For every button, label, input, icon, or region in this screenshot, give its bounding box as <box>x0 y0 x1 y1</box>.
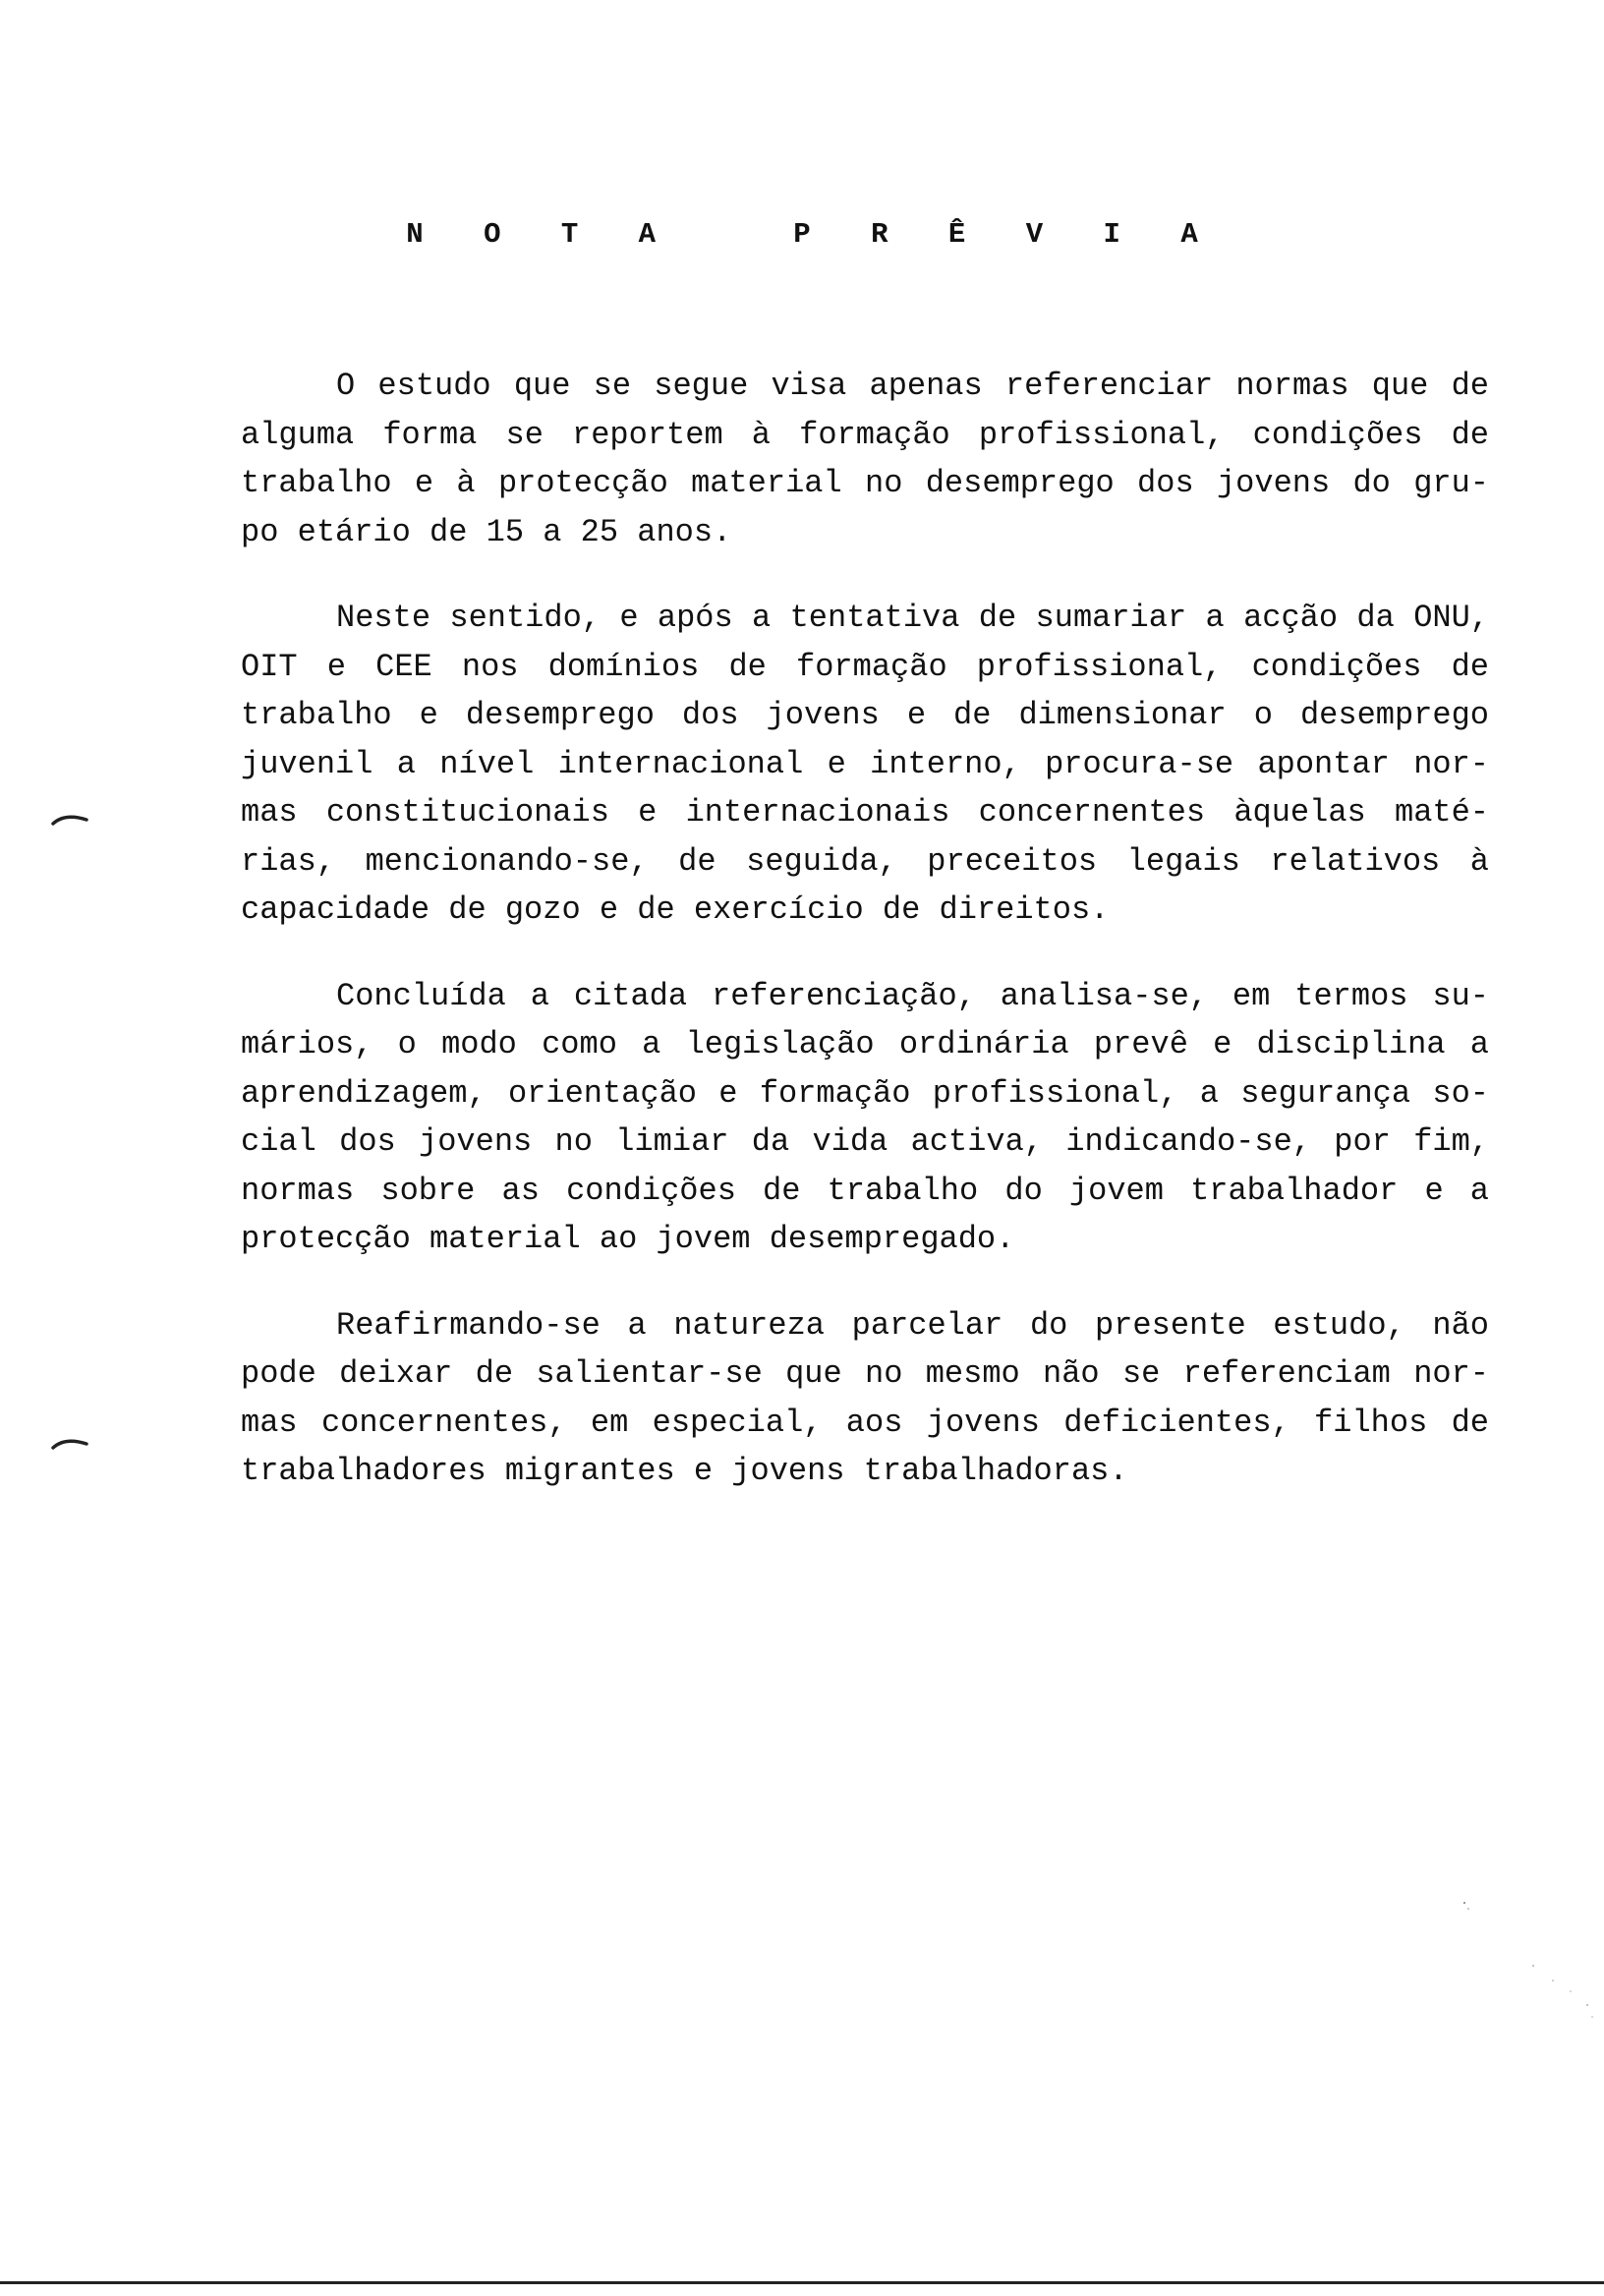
paragraph <box>241 594 1489 935</box>
paragraph <box>241 972 1489 1264</box>
paragraph-line: mas constitucionais e internacionais concernentes àquelas maté- <box>241 794 1489 831</box>
paragraph-line: aprendizagem, orientação e formação profissional, a segurança so- <box>241 1074 1489 1112</box>
paragraph-line: Neste sentido, e após a tentativa de sumariar a acção da ONU, <box>336 600 1489 636</box>
margin-mark-icon <box>51 812 88 826</box>
margin-mark-icon <box>51 1436 88 1450</box>
paragraph-line: protecção material ao jovem desempregado. <box>241 1221 1015 1257</box>
paragraph-line: juvenil a nível internacional e interno, procura-se apontar nor- <box>241 745 1489 782</box>
page-title: N O T A P R Ê V I A <box>406 218 1220 251</box>
paragraph-line: Reafirmando-se a natureza parcelar do presente estudo, não <box>336 1306 1489 1344</box>
paragraph <box>241 362 1489 556</box>
paragraph-line: mas concernentes, em especial, aos jovens deficientes, filhos de <box>241 1404 1489 1441</box>
paragraph-line: capacidade de gozo e de exercício de direitos. <box>241 891 1110 928</box>
paragraph-line: normas sobre as condições de trabalho do jovem trabalhador e a <box>241 1172 1489 1209</box>
document-body <box>241 362 1489 1533</box>
paragraph <box>241 1301 1489 1496</box>
scan-specks <box>1455 1897 1602 2025</box>
paragraph-line: trabalho e desemprego dos jovens e de dimensionar o desemprego <box>241 697 1489 733</box>
paragraph-line: OIT e CEE nos domínios de formação profissional, condições de <box>241 648 1489 685</box>
paragraph-line: trabalhadores migrantes e jovens trabalhadoras. <box>241 1453 1128 1489</box>
paragraph-line: trabalho e à protecção material no desemprego dos jovens do gru- <box>241 465 1489 501</box>
paragraph-line: mários, o modo como a legislação ordinária prevê e disciplina a <box>241 1026 1489 1062</box>
paragraph-line: po etário de 15 a 25 anos. <box>241 513 732 550</box>
paragraph-line: O estudo que se segue visa apenas referenciar normas que de <box>336 368 1489 404</box>
paragraph-line: alguma forma se reportem à formação profissional, condições de <box>241 416 1489 453</box>
paragraph-line: Concluída a citada referenciação, analisa-se, em termos su- <box>336 977 1489 1014</box>
paragraph-line: pode deixar de salientar-se que no mesmo não se referenciam nor- <box>241 1355 1489 1392</box>
bottom-divider <box>0 2281 1604 2284</box>
paragraph-line: cial dos jovens no limiar da vida activa, indicando-se, por fim, <box>241 1123 1489 1160</box>
paragraph-line: rias, mencionando-se, de seguida, preceitos legais relativos à <box>241 842 1489 880</box>
